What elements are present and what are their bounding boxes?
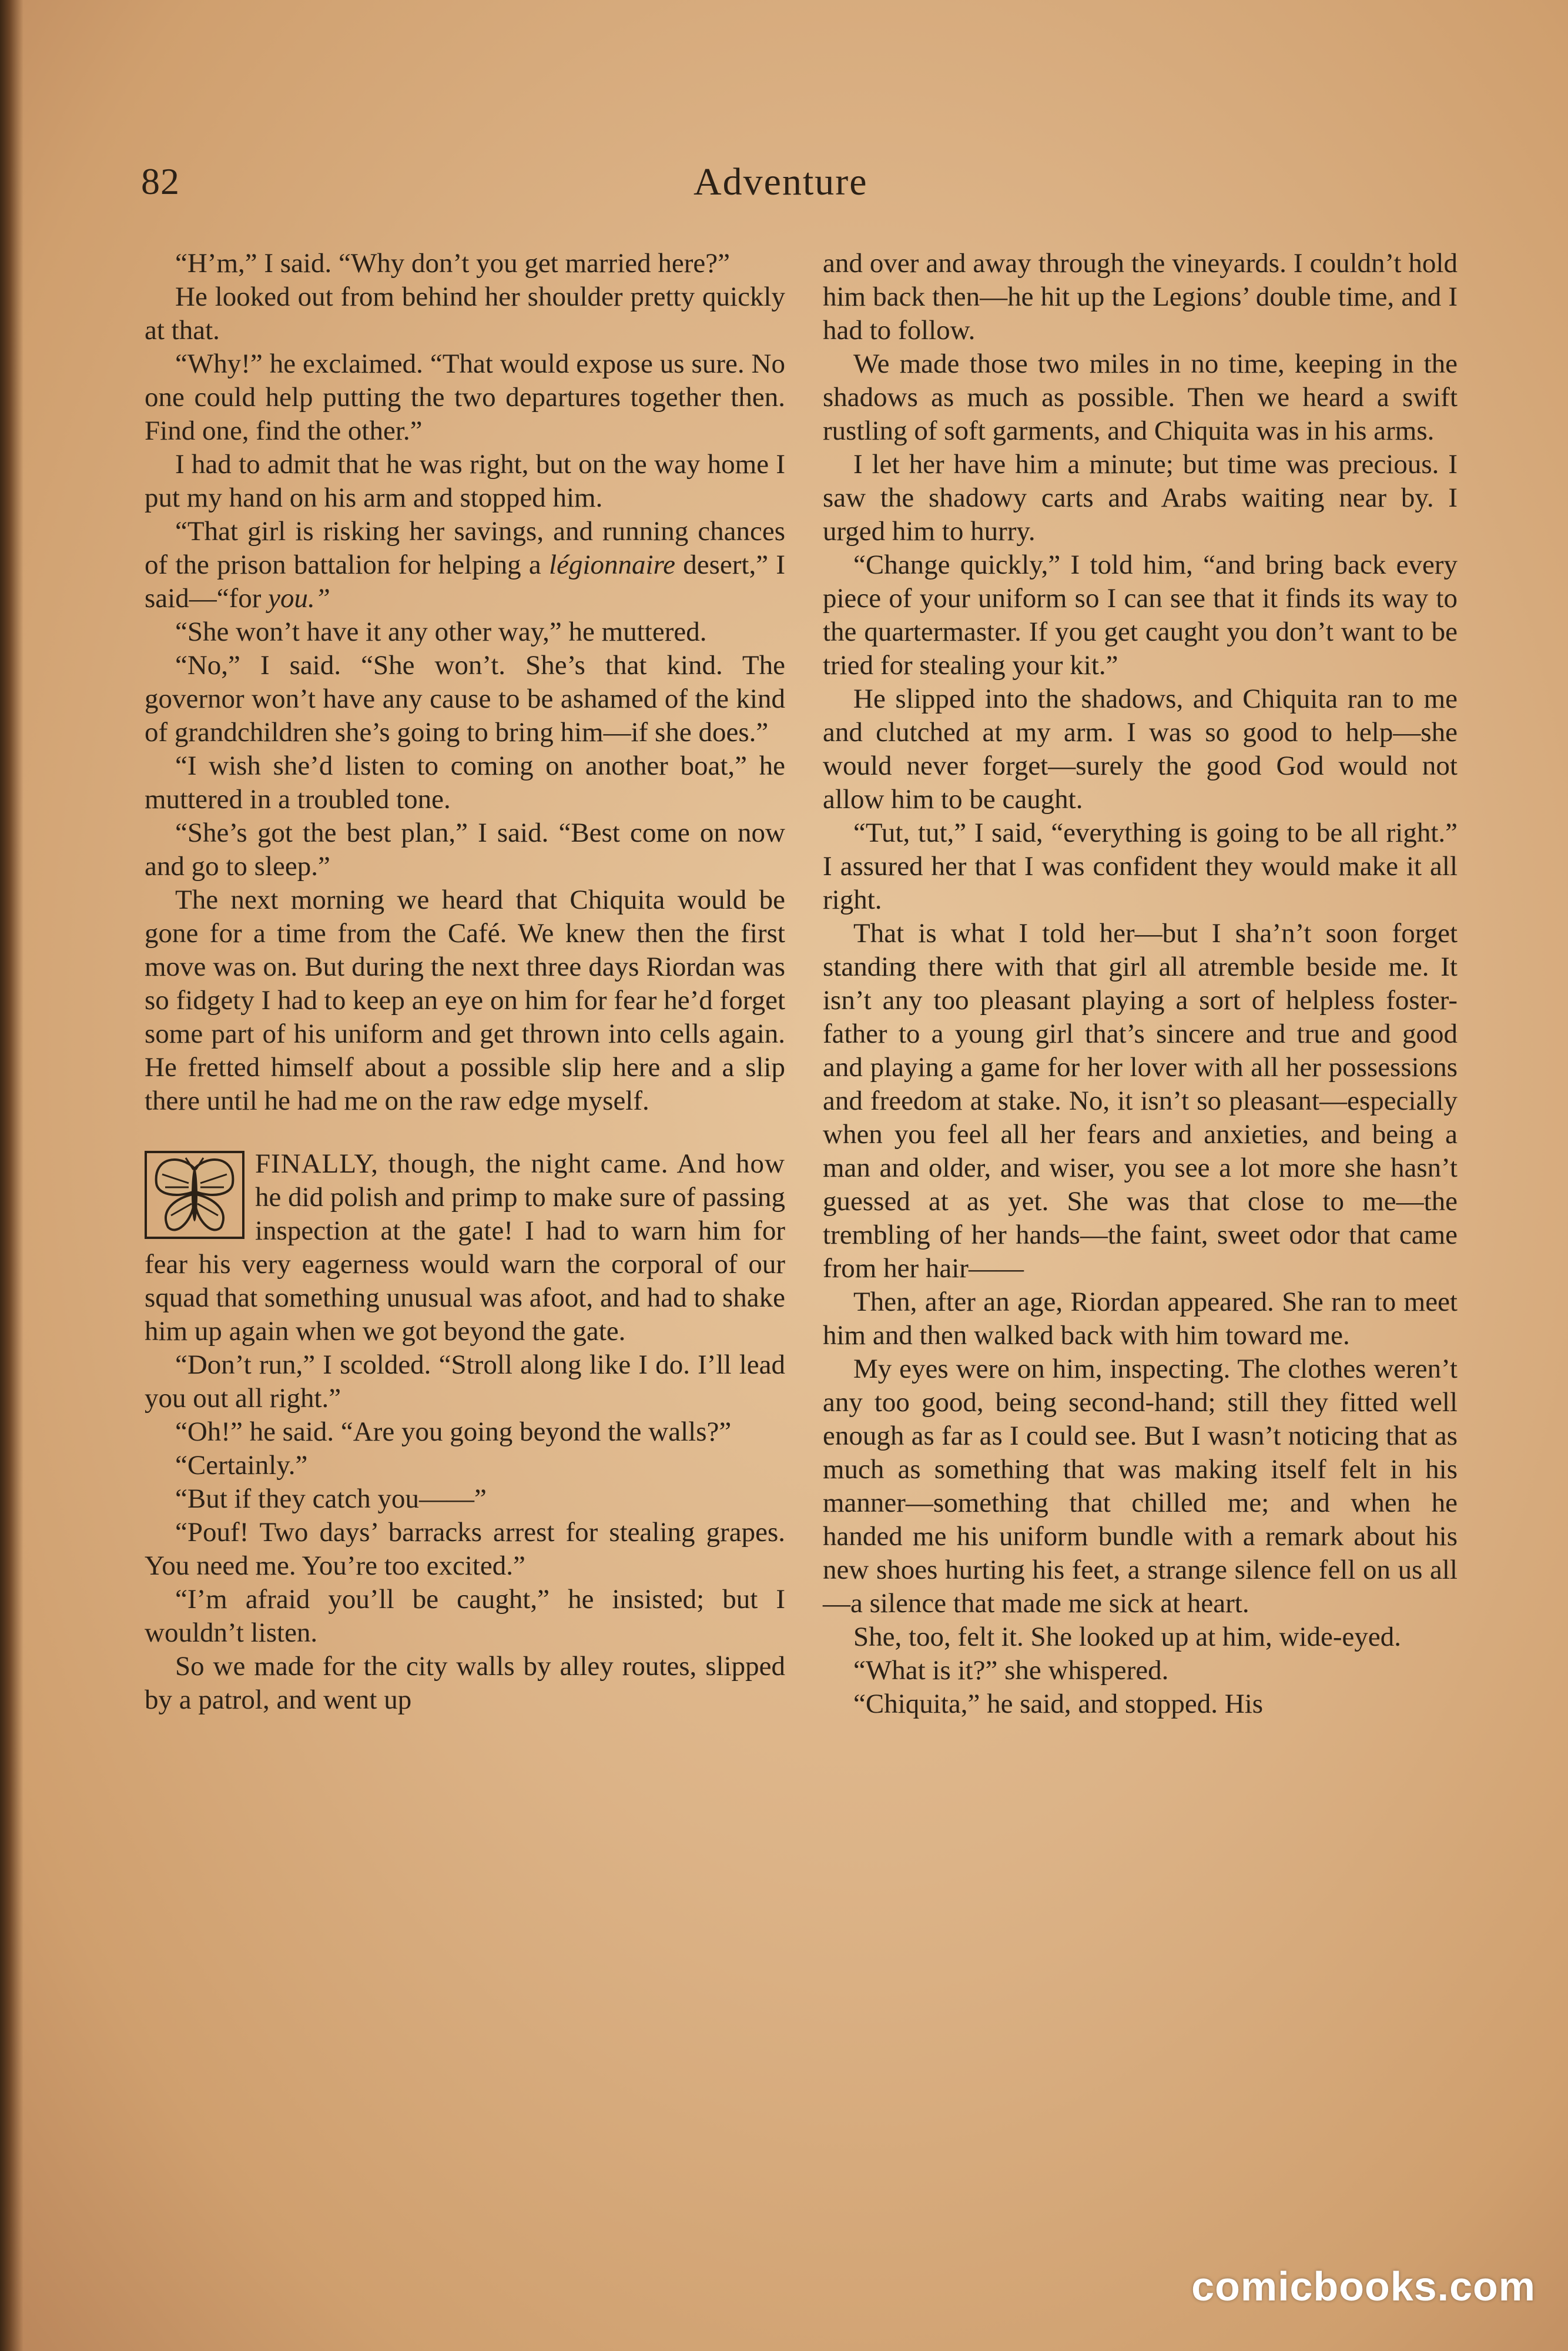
paragraph: “Oh!” he said. “Are you going beyond the walls?” (175, 1416, 732, 1447)
page-binding-shadow (0, 0, 24, 2351)
paragraph: I had to admit that he was right, but on the way home I put my hand on his arm and stopped him. (145, 449, 785, 513)
paragraph: We made those two miles in no time, keeping in the shadows as much as possible. Then we heard a swift rustling of soft garments, and Chiquita was in his arms. (823, 349, 1458, 446)
watermark: comicbooks.com (1191, 2263, 1536, 2309)
paragraph-continued: and over and away through the vineyards. I couldn’t hold him back then—he hit up the Legions’ double time, and I had to follow. (823, 248, 1458, 346)
paragraph: “That girl is risking her savings, and running chances of the prison battalion for helping a légionnaire desert,” I said—“for you.” (145, 516, 785, 614)
paragraph: The next morning we heard that Chiquita would be gone for a time from the Café. We knew then the first move was on. But during the next three days Riordan was so fidgety I had to keep an eye on him for fear he’d forget some part of his uniform and get thrown into cells again. He fretted himself about a possible slip here and a slip there until he had me on the raw edge myself. (145, 885, 785, 1116)
paragraph: “I wish she’d listen to coming on another boat,” he muttered in a troubled tone. (145, 751, 785, 815)
paragraph: “What is it?” she whispered. (853, 1655, 1169, 1686)
paragraph: “Pouf! Two days’ barracks arrest for stealing grapes. You need me. You’re too excited.” (145, 1517, 785, 1581)
paragraph: She, too, felt it. She looked up at him, wide-eyed. (853, 1622, 1401, 1652)
paragraph: That is what I told her—but I sha’n’t soon forget standing there with that girl all atremble beside me. It isn’t any too pleasant playing a sort of helpless foster-father to a young girl that’s sincere and true and good and playing a game for her lover with all her possessions and freedom at stake. No, it isn’t so pleasant—especially when you feel all her fears and anxieties, and being a man and older, and wiser, you see a lot more she hasn’t guessed at as yet. She was that close to me—the trembling of her hands—the faint, sweet odor that came from her hair—— (823, 918, 1458, 1284)
paragraph: “Don’t run,” I scolded. “Stroll along like I do. I’ll lead you out all right.” (145, 1349, 785, 1414)
running-head: Adventure (693, 160, 868, 203)
paragraph: He slipped into the shadows, and Chiquita ran to me and clutched at my arm. I was so good to help—she would never forget—surely the good God would not allow him to be caught. (823, 684, 1458, 815)
italic-word: légionnaire (549, 550, 675, 580)
paragraph-text: FINALLY, though, the night came. And how he did polish and primp to make sure of passing inspection at the gate! I had to warn him for fear his very eagerness would warn the corporal of our squad that something unusual was afoot, and had to shake him up again when we got beyond the gate. (145, 1148, 785, 1347)
paragraph: “She won’t have it any other way,” he muttered. (175, 617, 707, 647)
paragraph: “Tut, tut,” I said, “everything is going to be all right.” I assured her that I was confident they would make it all right. (823, 818, 1458, 915)
butterfly-ornament-icon (145, 1151, 244, 1239)
paragraph: My eyes were on him, inspecting. The clothes weren’t any too good, being second-hand; still they fitted well enough as far as I could see. But I wasn’t noticing that as much as something that was making itself felt in his manner—something that chilled me; and when he handed me his uniform bundle with a remark about his new shoes hurting his feet, a strange silence fell on us all—a silence that made me sick at heart. (823, 1354, 1458, 1619)
paragraph: “But if they catch you——” (175, 1483, 487, 1514)
paragraph: He looked out from behind her shoulder pretty quickly at that. (145, 282, 785, 346)
paragraph: “I’m afraid you’ll be caught,” he insisted; but I wouldn’t listen. (145, 1584, 785, 1648)
paragraph: “No,” I said. “She won’t. She’s that kind. The governor won’t have any cause to be ashamed of the kind of grandchildren she’s going to bring him—if she does.” (145, 650, 785, 748)
italic-word: you.” (268, 583, 330, 614)
section-opening-paragraph (145, 1147, 785, 1348)
paragraph: “Why!” he exclaimed. “That would expose us sure. No one could help putting the two departures together then. Find one, find the other.” (145, 349, 785, 446)
paragraph: “Chiquita,” he said, and stopped. His (853, 1689, 1264, 1719)
paragraph: “Certainly.” (175, 1450, 308, 1481)
right-column (823, 247, 1458, 1721)
paragraph: “She’s got the best plan,” I said. “Best come on now and go to sleep.” (145, 818, 785, 882)
paragraph: “Change quickly,” I told him, “and bring back every piece of your uniform so I can see that it finds its way to the quartermaster. If you get caught you don’t want to be tried for stealing your kit.” (823, 550, 1458, 681)
paragraph: “H’m,” I said. “Why don’t you get married here?” (175, 248, 730, 279)
left-column (145, 247, 785, 1717)
paragraph: So we made for the city walls by alley routes, slipped by a patrol, and went up (145, 1651, 785, 1715)
paragraph: I let her have him a minute; but time was precious. I saw the shadowy carts and Arabs waiting near by. I urged him to hurry. (823, 449, 1458, 547)
paragraph: Then, after an age, Riordan appeared. She ran to meet him and then walked back with him toward me. (823, 1287, 1458, 1351)
page-number: 82 (141, 160, 180, 202)
page-header (141, 160, 1458, 225)
